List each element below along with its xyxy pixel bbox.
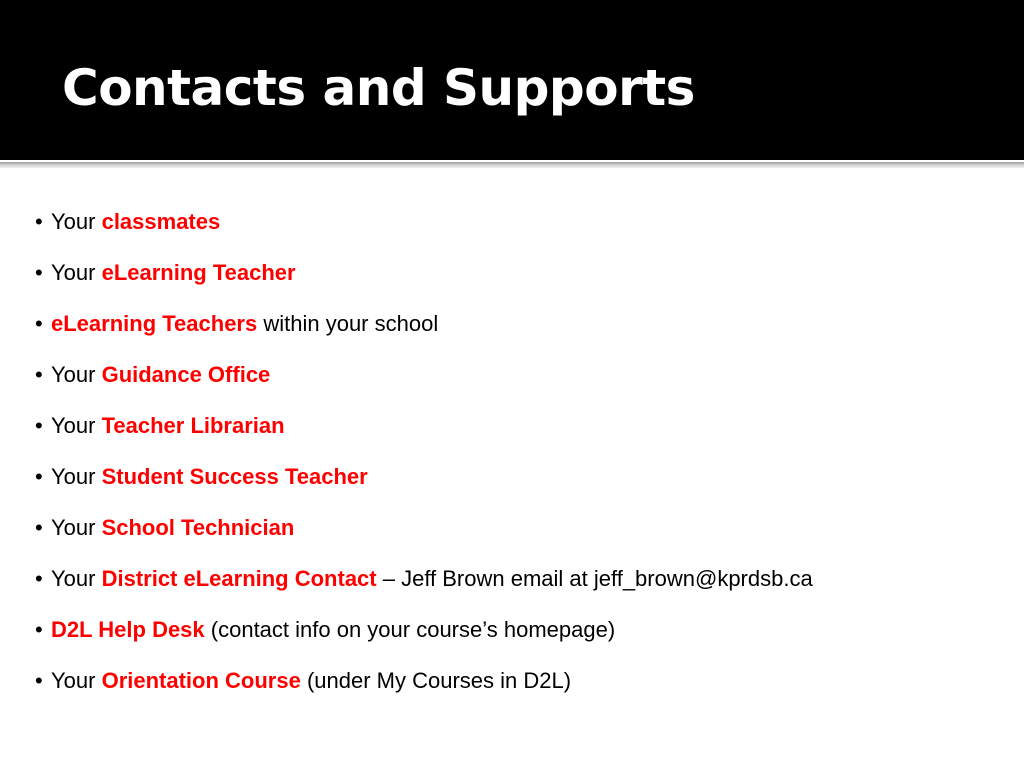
bullet-item-d2l-help-desk — [35, 613, 813, 664]
bullet-icon: • — [35, 362, 43, 387]
bullet-highlight: School Technician — [101, 515, 295, 540]
bullet-item-school-technician — [35, 511, 813, 562]
bullet-suffix: (under My Courses in D2L) — [300, 668, 572, 693]
bullet-highlight: Orientation Course — [101, 668, 301, 693]
bullet-icon: • — [35, 617, 43, 642]
bullet-highlight: eLearning Teacher — [101, 260, 296, 285]
bullet-prefix: Your — [51, 668, 102, 693]
bullet-prefix: Your — [51, 464, 102, 489]
bullet-highlight: eLearning Teachers — [51, 311, 258, 336]
bullet-highlight: District eLearning Contact — [101, 566, 377, 591]
bullet-item-district-elearning-contact — [35, 562, 813, 613]
title-divider — [0, 162, 1024, 168]
bullet-suffix: – Jeff Brown email at jeff_brown@kprdsb.ca — [376, 566, 813, 591]
bullet-item-guidance-office — [35, 358, 813, 409]
bullet-prefix: Your — [51, 260, 102, 285]
bullet-highlight: Student Success Teacher — [101, 464, 368, 489]
bullet-icon: • — [35, 413, 43, 438]
bullet-icon: • — [35, 311, 43, 336]
slide-title: Contacts and Supports — [62, 59, 695, 117]
bullet-highlight: Teacher Librarian — [101, 413, 285, 438]
bullet-suffix: (contact info on your course’s homepage) — [204, 617, 616, 642]
bullet-item-teacher-librarian — [35, 409, 813, 460]
bullet-highlight: Guidance Office — [101, 362, 271, 387]
bullet-highlight: classmates — [101, 209, 221, 234]
bullet-icon: • — [35, 209, 43, 234]
bullet-prefix: Your — [51, 209, 102, 234]
bullet-icon: • — [35, 515, 43, 540]
bullet-item-student-success-teacher — [35, 460, 813, 511]
bullet-prefix: Your — [51, 413, 102, 438]
bullet-prefix: Your — [51, 515, 102, 540]
bullet-item-orientation-course — [35, 664, 813, 715]
bullet-icon: • — [35, 260, 43, 285]
bullet-prefix: Your — [51, 566, 102, 591]
bullet-highlight: D2L Help Desk — [51, 617, 205, 642]
bullet-icon: • — [35, 464, 43, 489]
bullet-item-classmates — [35, 205, 813, 256]
bullet-list — [35, 205, 813, 715]
bullet-prefix: Your — [51, 362, 102, 387]
bullet-icon: • — [35, 566, 43, 591]
bullet-suffix: within your school — [257, 311, 439, 336]
bullet-icon: • — [35, 668, 43, 693]
title-bar — [0, 0, 1024, 160]
bullet-item-elearning-teachers-school — [35, 307, 813, 358]
bullet-item-elearning-teacher — [35, 256, 813, 307]
